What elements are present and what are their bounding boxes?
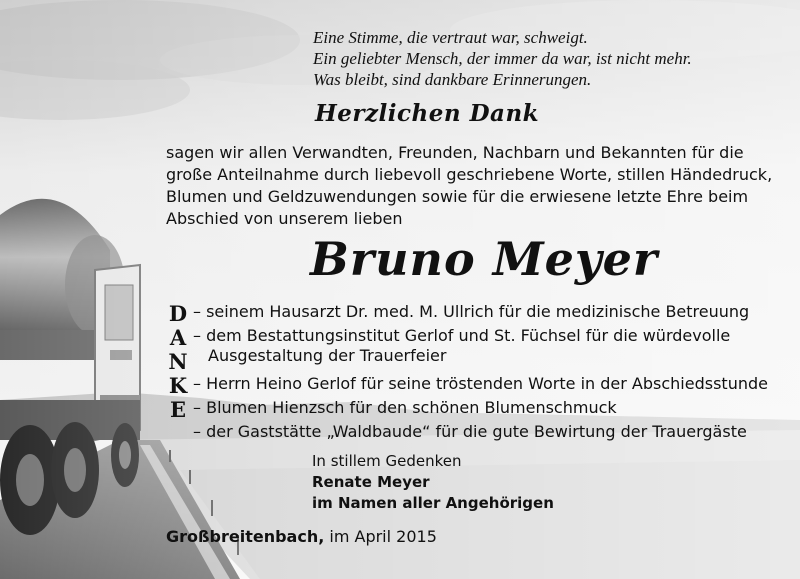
signoff-phrase: In stillem Gedenken [312,452,462,470]
thanks-item-line: – dem Bestattungsinstitut Gerlof und St. Füchsel für die würdevolle [193,326,731,345]
thanks-item: – Herrn Heino Gerlof für seine tröstenden Worte in der Abschiedsstunde [193,374,768,393]
verse-line: Was bleibt, sind dankbare Erinnerungen. [313,70,592,89]
thanks-item: – Blumen Hienzsch für den schönen Blumenschmuck [193,398,617,417]
acrostic-letter: A [169,325,187,350]
thanks-heading: Herzlichen Dank [315,100,540,127]
thanks-item [193,326,783,374]
message-line: Abschied von unserem lieben [166,209,403,228]
signoff-name: Renate Meyer [312,473,430,491]
message-line: große Anteilnahme durch liebevoll geschriebene Worte, stillen Händedruck, [166,165,773,184]
thanks-message [166,142,781,230]
acrostic-letter: K [168,373,188,398]
danke-acrostic [166,302,190,422]
thanks-list [193,302,783,446]
signoff-family: im Namen aller Angehörigen [312,494,554,512]
message-line: Blumen und Geldzuwendungen sowie für die erwiesene letzte Ehre beim [166,187,749,206]
verse-line: Eine Stimme, die vertraut war, schweigt. [313,28,588,47]
signoff [312,451,612,514]
acrostic-letter: E [169,397,186,422]
acrostic-letter: D [168,301,188,326]
verse-line: Ein geliebter Mensch, der immer da war, ist nicht mehr. [313,49,692,68]
memorial-verse [313,27,783,90]
place-date [166,527,566,546]
acrostic-letter: N [168,349,188,374]
message-line: sagen wir allen Verwandten, Freunden, Nachbarn und Bekannten für die [166,143,744,162]
thanks-item: – seinem Hausarzt Dr. med. M. Ullrich für die medizinische Betreuung [193,302,750,321]
thanks-item: – der Gaststätte „Waldbaude“ für die gute Bewirtung der Trauergäste [193,422,747,441]
thanks-item-line: Ausgestaltung der Trauerfeier [208,346,447,365]
place-town: Großbreitenbach, [166,527,325,546]
deceased-name: Bruno Meyer [310,232,659,286]
place-date-text: im April 2015 [324,527,437,546]
